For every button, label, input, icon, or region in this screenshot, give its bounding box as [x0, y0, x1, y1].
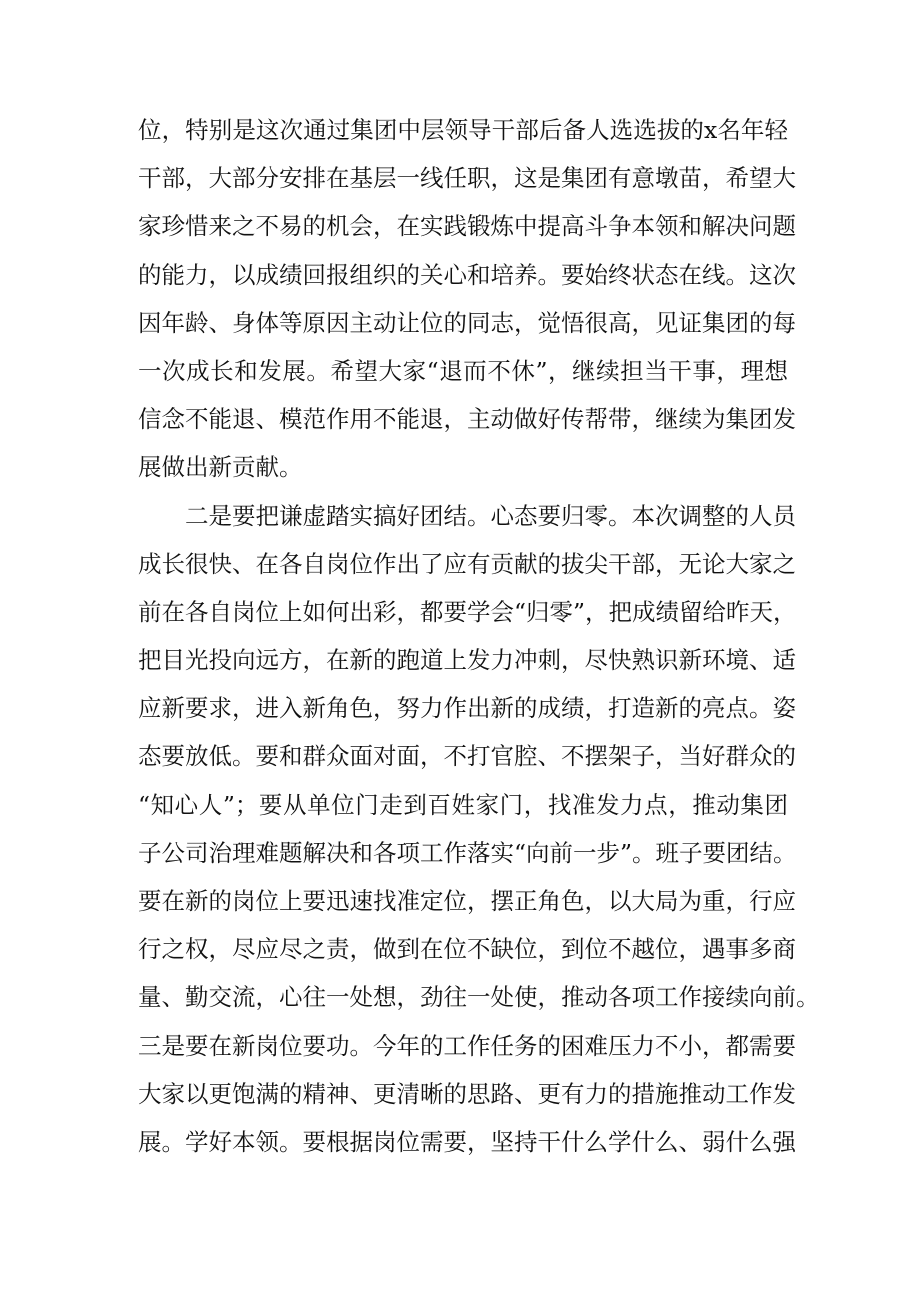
- text-line: 量、勤交流，心往一处想，劲往一处使，推动各项工作接续向前。: [138, 983, 820, 1012]
- text-line: 把目光投向远方，在新的跑道上发力冲刺，尽快熟识新环境、适: [138, 646, 796, 675]
- text-line: 位，特别是这次通过集团中层领导干部后备人选选拔的x名年轻: [138, 116, 788, 144]
- text-line: 应新要求，进入新角色，努力作出新的成绩，打造新的亮点。姿: [138, 694, 796, 723]
- text-line: 三是要在新岗位要功。今年的工作任务的困难压力不小，都需要: [138, 1031, 796, 1060]
- text-line: 展。学好本领。要根据岗位需要，坚持干什么学什么、弱什么强: [138, 1127, 796, 1156]
- text-line: 前在各自岗位上如何出彩，都要学会“归零”，把成绩留给昨天，: [138, 597, 797, 626]
- text-line: 要在新的岗位上要迅速找准定位，摆正角色，以大局为重，行应: [138, 887, 796, 915]
- text-line: 行之权，尽应尽之责，做到在位不缺位，到位不越位，遇事多商: [138, 935, 796, 964]
- paragraph-end-line: 展做出新贡献。: [138, 453, 303, 482]
- text-line: 态要放低。要和群众面对面，不打官腔、不摆架子，当好群众的: [138, 742, 796, 771]
- text-line: 干部，大部分安排在基层一线任职，这是集团有意墩苗，希望大: [138, 164, 796, 193]
- text-line: 一次成长和发展。希望大家“退而不休”，继续担当干事，理想: [138, 356, 788, 385]
- text-line: “知心人”；要从单位门走到百姓家门，找准发力点，推动集团: [138, 790, 788, 819]
- text-line: 家珍惜来之不易的机会，在实践锻炼中提高斗争本领和解决问题: [138, 212, 796, 241]
- text-line: 二是要把谦虚踏实搞好团结。心态要归零。本次调整的人员: [138, 501, 796, 530]
- text-line: 大家以更饱满的精神、更清晰的思路、更有力的措施推动工作发: [138, 1079, 796, 1108]
- text-line: 信念不能退、模范作用不能退，主动做好传帮带，继续为集团发: [138, 405, 796, 434]
- document-body: [138, 106, 820, 1166]
- text-line: 因年龄、身体等原因主动让位的同志，觉悟很高，见证集团的每: [138, 308, 796, 337]
- text-line: 的能力，以成绩回报组织的关心和培养。要始终状态在线。这次: [138, 260, 796, 289]
- text-line: 成长很快、在各自岗位作出了应有贡献的拔尖干部，无论大家之: [138, 549, 796, 578]
- text-line: 子公司治理难题解决和各项工作落实“向前一步”。班子要团结。: [138, 838, 797, 867]
